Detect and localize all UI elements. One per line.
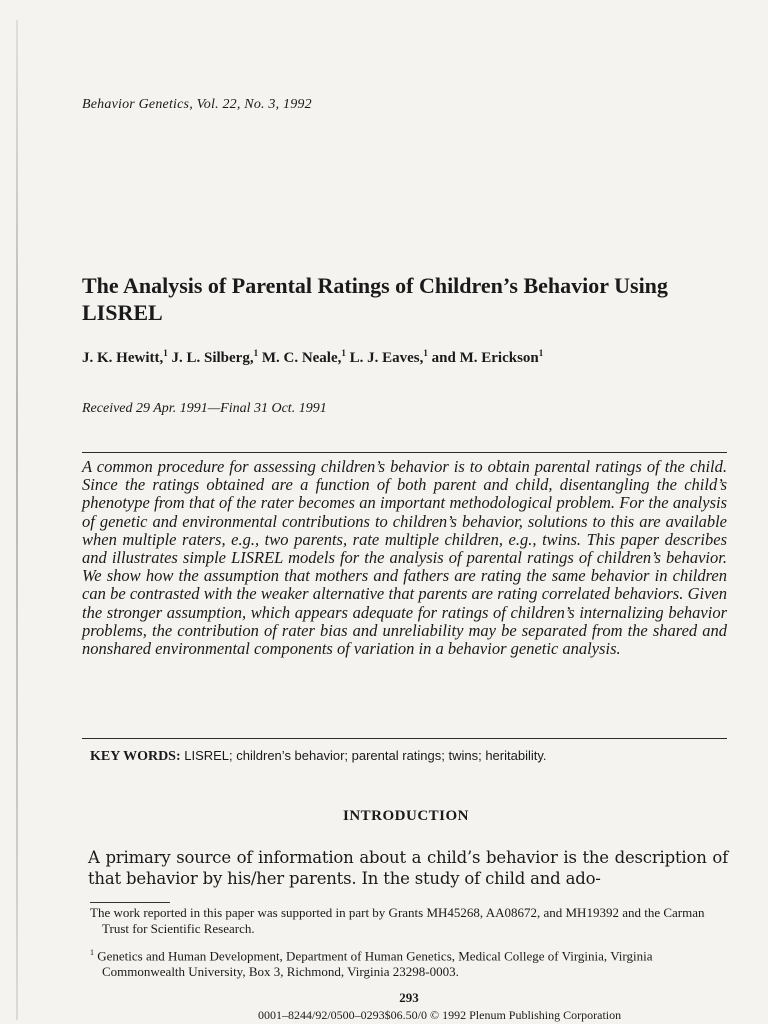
article-title: The Analysis of Parental Ratings of Children’s Behavior Using LISREL xyxy=(82,273,668,325)
footnotes xyxy=(90,905,730,980)
author-name: M. C. Neale, xyxy=(258,350,342,366)
affiliation-footnote-text: Genetics and Human Development, Department of Human Genetics, Medical College of Virginia, Virginia Commonwealth University, Box 3, Richmond, Virginia 23298-0003. xyxy=(94,948,653,980)
publisher-imprint: 0001–8244/92/0500–0293$06.50/0 © 1992 Plenum Publishing Corporation xyxy=(258,1008,622,1022)
author-affiliation-mark: 1 xyxy=(253,348,259,358)
author-affiliation-mark: 1 xyxy=(538,348,544,358)
page-number: 293 xyxy=(399,990,419,1005)
affiliation-footnote-mark: 1 xyxy=(90,948,94,957)
author-list xyxy=(82,343,682,368)
author-name: and M. Erickson xyxy=(427,350,539,366)
keywords-label: KEY WORDS: xyxy=(90,749,181,764)
abstract-bottom-rule xyxy=(82,738,727,739)
author-affiliation-mark: 1 xyxy=(163,348,168,358)
author-affiliation-mark: 1 xyxy=(423,348,428,358)
introduction-paragraph: A primary source of information about a child’s behavior is the description of that behavior by his/her parents. In the study of child and ado- xyxy=(88,848,728,888)
abstract-top-rule xyxy=(82,452,727,453)
journal-citation: Behavior Genetics, Vol. 22, No. 3, 1992 xyxy=(82,97,312,112)
section-heading: INTRODUCTION xyxy=(342,808,469,824)
keywords xyxy=(90,748,730,765)
abstract: A common procedure for assessing children’s behavior is to obtain parental ratings of the child. Since the ratings obtained are a function of both parent and child, disentangling the child’s phenotype from that of the rater becomes an important methodological problem. For the analysis of genetic and environmental contributions to children’s behavior, solutions to this are available when multiple raters, e.g., two parents, rate multiple children, e.g., twins. This paper describes and illustrates simple LISREL models for the analysis of parental ratings of children’s behavior. We show how the assumption that mothers and fathers are rating the same behavior in children can be contrasted with the weaker alternative that parents are rating correlated behaviors. Given the stronger assumption, which appears adequate for ratings of children’s internalizing behavior problems, the contribution of rater bias and unreliability may be separated from the shared and nonshared environmental components of variation in a behavior genetic analysis. xyxy=(82,457,727,659)
author-name: J. K. Hewitt, xyxy=(82,350,164,366)
author-name: J. L. Silberg, xyxy=(167,350,254,366)
author-affiliation-mark: 1 xyxy=(341,348,346,358)
author-name: L. J. Eaves, xyxy=(345,350,424,366)
scan-binding-shadow xyxy=(16,20,18,1020)
affiliation-footnote xyxy=(90,945,730,980)
received-dates: Received 29 Apr. 1991—Final 31 Oct. 1991 xyxy=(82,401,327,416)
keywords-list: LISREL; children’s behavior; parental ratings; twins; heritability. xyxy=(180,748,547,763)
footnote-rule xyxy=(90,902,170,903)
funding-footnote: The work reported in this paper was supported in part by Grants MH45268, AA08672, and MH19392 and the Carman Trust for Scientific Research. xyxy=(90,905,705,936)
